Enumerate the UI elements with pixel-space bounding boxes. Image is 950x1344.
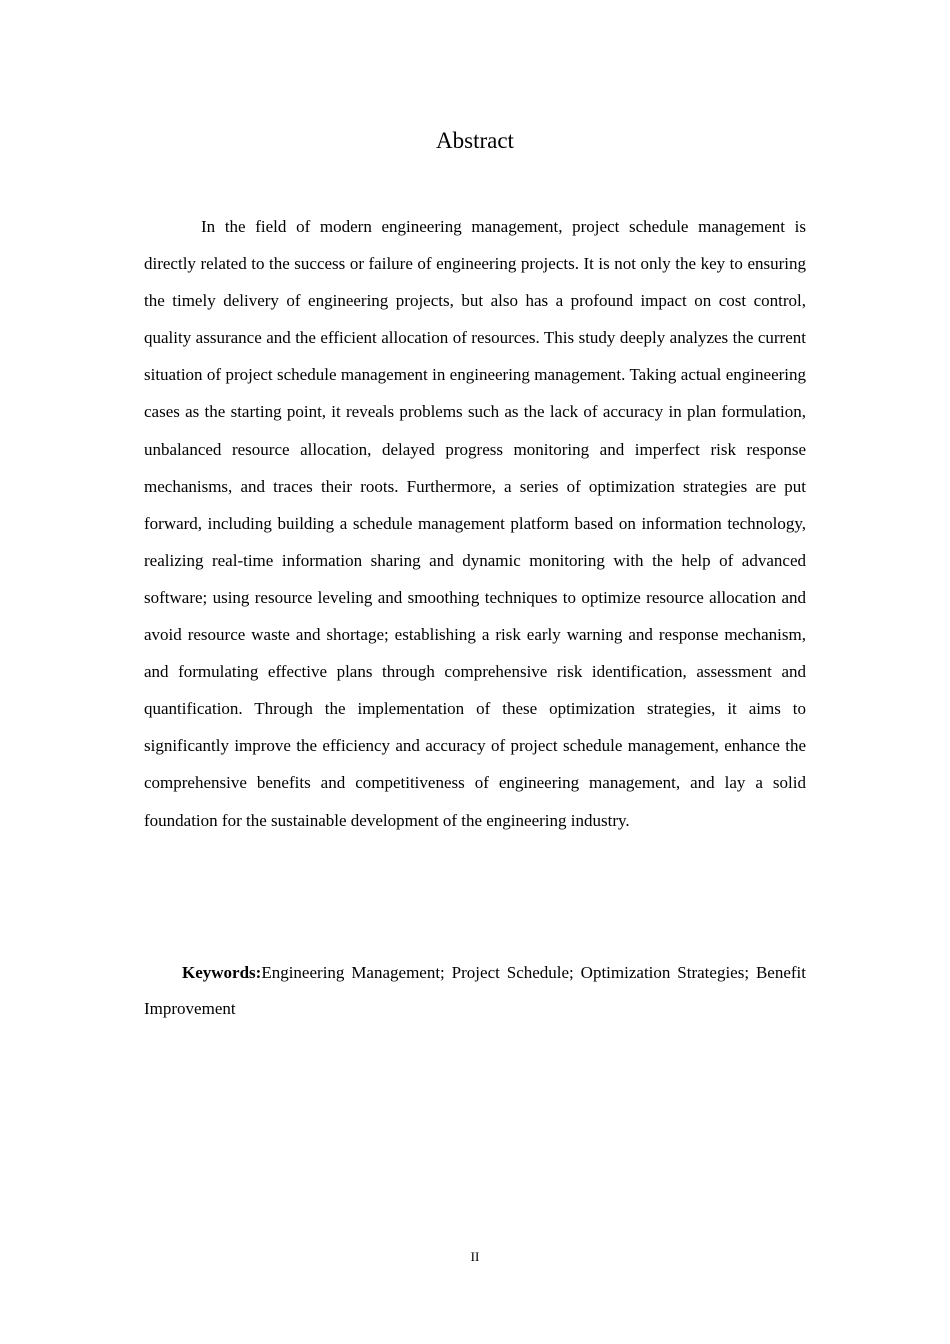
abstract-body: In the field of modern engineering management, project schedule management is directly related to the success or failure of engineering projects. It is not only the key to ensuring the timely delivery of engineering projects, but also has a profound impact on cost control, quality assurance and the efficient allocation of resources. This study deeply analyzes the current situation of project schedule management in engineering management. Taking actual engineering cases as the starting point, it reveals problems such as the lack of accuracy in plan formulation, unbalanced resource allocation, delayed progress monitoring and imperfect risk response mechanisms, and traces their roots. Furthermore, a series of optimization strategies are put forward, including building a schedule management platform based on information technology, realizing real-time information sharing and dynamic monitoring with the help of advanced software; using resource leveling and smoothing techniques to optimize resource allocation and avoid resource waste and shortage; establishing a risk early warning and response mechanism, and formulating effective plans through comprehensive risk identification, assessment and quantification. Through the implementation of these optimization strategies, it aims to significantly improve the efficiency and accuracy of project schedule management, enhance the comprehensive benefits and competitiveness of engineering management, and lay a solid foundation for the sustainable development of the engineering industry. bbox=[144, 217, 806, 830]
page-number: II bbox=[470, 1249, 480, 1264]
keywords-text: Engineering Management; Project Schedule; Optimization Strategies; Benefit Improvement bbox=[144, 963, 806, 1018]
keywords-line bbox=[144, 955, 806, 1027]
keywords-label: Keywords: bbox=[182, 963, 262, 982]
page-title: Abstract bbox=[436, 128, 514, 153]
